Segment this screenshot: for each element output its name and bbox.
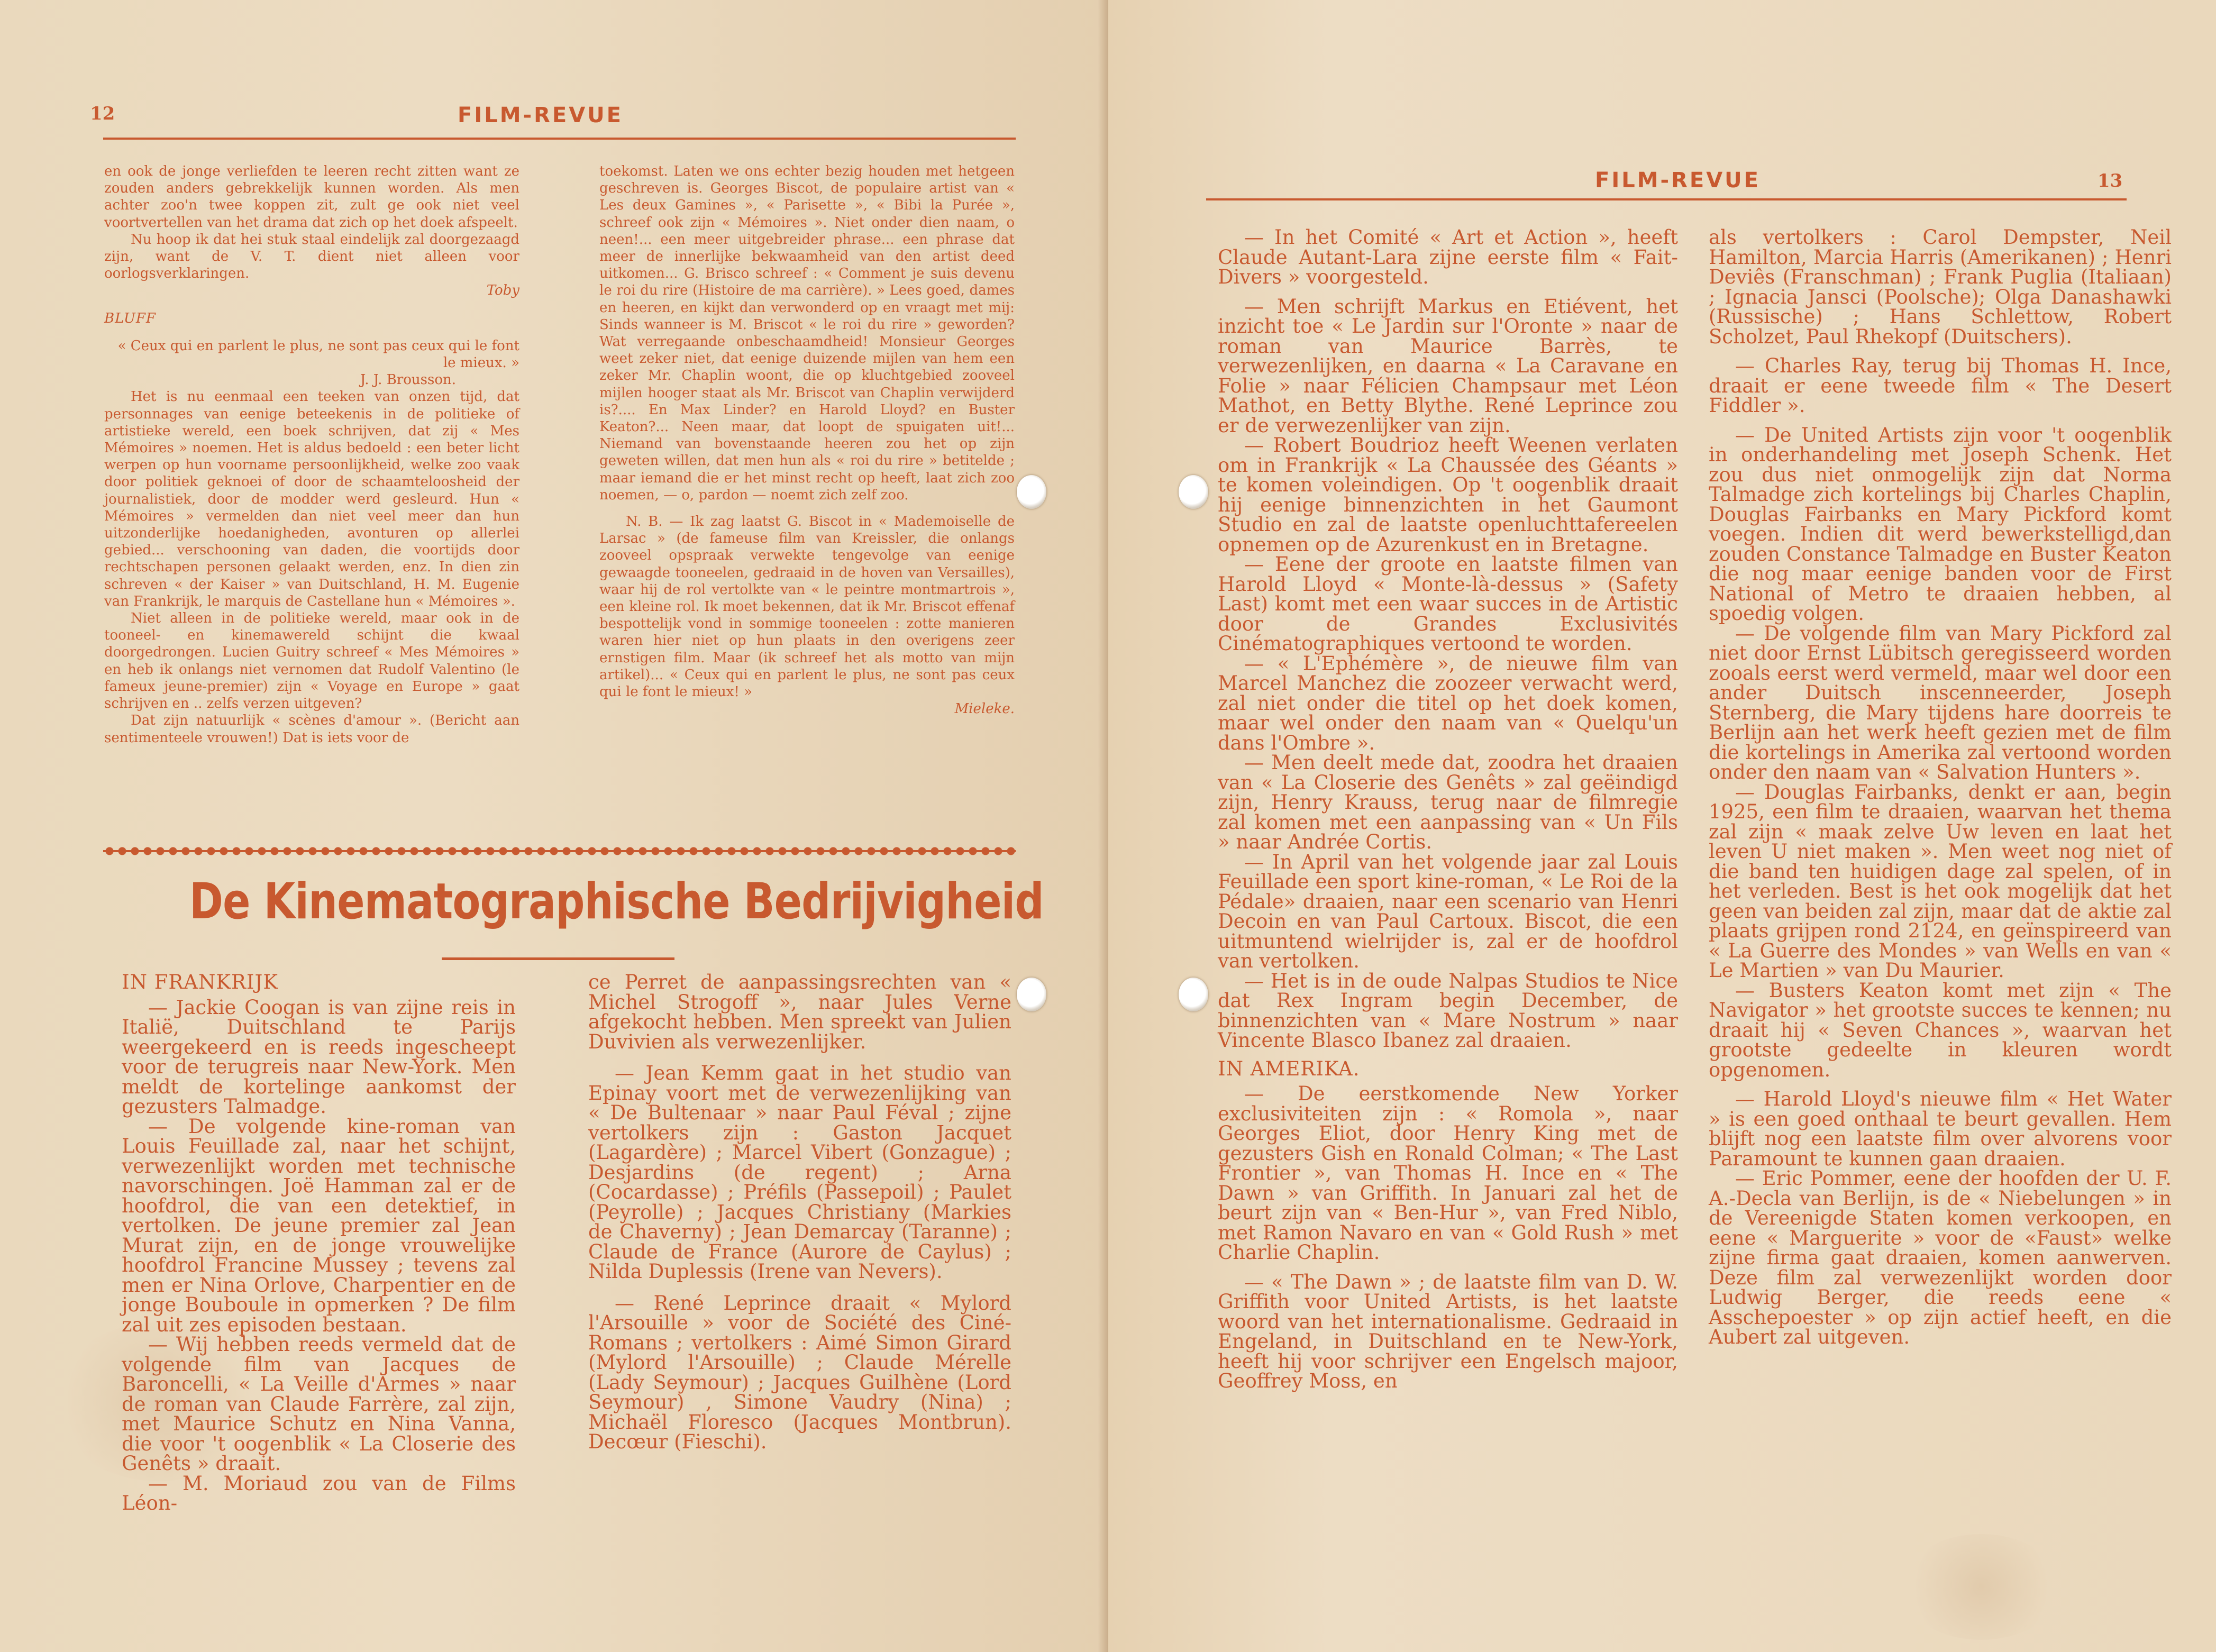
paragraph: Nu hoop ik dat hei stuk staal eindelijk zal doorgezaagd zijn, want de V. T. dient niet alleen voor oorlogsverklaringen. bbox=[104, 231, 519, 282]
paragraph: — Charles Ray, terug bij Thomas H. Ince, draait er eene tweede film « The Desert Fiddler ». bbox=[1709, 354, 2172, 417]
news-column-2 bbox=[1709, 227, 2172, 1582]
ornamental-divider bbox=[103, 845, 1016, 857]
epigraph-author: J. J. Brousson. bbox=[360, 372, 456, 388]
paragraph: — M. Moriaud zou van de Films Léon- bbox=[122, 1472, 516, 1514]
paragraph: — De volgende kine-roman van Louis Feuillade zal, naar het schijnt, verwezenlijkt worden met technische navorschingen. Joë Hamman zal er de hoofdrol, die van een detektief, in vertolken. De jeune premier zal Jean Murat zijn, en de jonge vrouwelijke hoofdrol Francine Mussey ; tevens zal men er Nina Orlove, Charpentier en de jonge Bouboule in opmerken ? De film zal uit zes episoden bestaan. bbox=[122, 1115, 516, 1336]
paper-stain bbox=[53, 1322, 265, 1481]
section-title: IN FRANKRIJK bbox=[122, 971, 278, 993]
paper-stain bbox=[1902, 1534, 2060, 1640]
signature: Mieleke. bbox=[954, 701, 1015, 717]
bluff-column-2 bbox=[599, 163, 1015, 824]
right-page bbox=[1108, 0, 2216, 1652]
page-number: 12 bbox=[90, 103, 115, 124]
paragraph: — Jean Kemm gaat in het studio van Epinay voort met de verwezenlijking van « De Bultenaar » naar Paul Féval ; zijne vertolkers zijn : Gaston Jacquet (Lagardère) ; Marcel Vibert (Gonzague) ; Desjardins (de regent) ; Arna (Cocardasse) ; Préfils (Passepoil) ; Paulet (Peyrolle) ; Jacques Christiany (Markies de Chaverny) ; Jean Demarcay (Taranne) ; Claude de France (Aurore de Caylus) ; Nilda Duplessis (Irene van Nevers). bbox=[588, 1062, 1011, 1283]
article-headline: De Kinematographische Bedrijvigheid bbox=[189, 873, 1044, 930]
paragraph: — « L'Ephémère », de nieuwe film van Marcel Manchez die zoozeer verwacht werd, zal niet onder die titel op het doek komen, maar wel onder den naam van « Quelqu'un dans l'Ombre ». bbox=[1218, 652, 1678, 754]
paragraph: Dat zijn natuurlijk « scènes d'amour ». (Bericht aan sentimenteele vrouwen!) Dat is iets voor de bbox=[104, 713, 519, 746]
paragraph: — Men schrijft Markus en Etiévent, het inzicht toe « Le Jardin sur l'Oronte » naar de roman van Maurice Barrès, te verwezenlijken, en daarna « La Caravane en Folie » naar Félicien Champsaur met Léon Mathot, en Betty Blythe. René Leprince zou er de verwezenlijker van zijn. bbox=[1218, 295, 1678, 437]
header-rule bbox=[103, 138, 1016, 140]
paragraph: — « The Dawn » ; de laatste film van D. W. Griffith voor United Artists, is het laatste woord van het internationalisme. Gedraaid in Engeland, in Duitschland en te New-York, heeft hij voor schrijver een Engelsch majoor, Geoffrey Moss, en bbox=[1218, 1270, 1678, 1392]
paragraph: toekomst. Laten we ons echter bezig houden met hetgeen geschreven is. Georges Biscot, de populaire artist van « Les deux Gamines », « Parisette », « Bibi la Purée », schreef ook zijn « Mémoires ». Niet onder dien naam, o neen!... een meer uitgebreider phrase... een phrase dat meer de innerlijke bekwaamheid van den artist deed uitkomen... G. Brisco schreef : « Comment je suis devenu le roi du rire (Histoire de ma carrière). » Lees goed, dames en heeren, en kijkt dan verwonderd op en vraagt met mij: Sinds wanneer is M. Briscot « le roi du rire » geworden? Wat verregaande onbeschaamdheid! Monsieur Georges weet zeker niet, dat eenige duizende mijlen van hem een zeker Mr. Chaplin woont, die op kluchtgebied zooveel mijlen hooger staat als Mr. Briscot van Chaplin verwijderd is?.... En Max Linder? en Harold Lloyd? en Buster Keaton?... Neen maar, dat loopt de spuigaten uit!... Niemand van bovenstaande heeren zou het op zijn geweten willen, dat men hun als « roi du rire » betitelde ; maar iemand die er het minst recht op heeft, laat zich zoo noemen, — o, pardon — noemt zich zelf zoo. bbox=[599, 163, 1015, 503]
paragraph: — In het Comité « Art et Action », heeft Claude Autant-Lara zijne eerste film « Fait-Divers » voorgesteld. bbox=[1218, 226, 1678, 288]
paragraph: — De volgende film van Mary Pickford zal niet door Ernst Lübitsch geregisseerd worden zooals eerst werd vermeld, maar wel door een ander Duitsch inscenneerder, Joseph Sternberg, die Mary tijdens hare doorreis te Berlijn aan het werk heeft gezien met de film die kortelings in Amerika zal vertoond worden onder den naam van « Salvation Hunters ». bbox=[1709, 622, 2172, 783]
paragraph: en ook de jonge verliefden te leeren recht zitten want ze zouden anders gebrekkelijk kunnen worden. Als men achter zoo'n twee koppen zit, zult ge ook niet veel voortvertellen van het drama dat zich op het doek afspeelt. bbox=[104, 163, 519, 231]
paragraph: — De eerstkomende New Yorker exclusiviteiten zijn : « Romola », naar Georges Eliot, door Henry King met de gezusters Gish en Ronald Colman; « The Last Frontier », van Thomas H. Ince en « The Dawn » van Griffith. In Januari zal het de beurt zijn van « Ben-Hur », van Fred Niblo, met Ramon Navaro en van « Gold Rush » met Charlie Chaplin. bbox=[1218, 1082, 1678, 1264]
header-rule bbox=[1206, 198, 2127, 200]
punch-hole bbox=[1179, 978, 1208, 1011]
masthead: FILM-REVUE bbox=[458, 103, 623, 127]
paragraph: — Jackie Coogan is van zijne reis in Italië, Duitschland te Parijs weergekeerd en is reeds ingescheept voor de terugreis naar New-York. Men meldt de kortelinge aankomst der gezusters Talmadge. bbox=[122, 996, 516, 1118]
paragraph: — René Leprince draait « Mylord l'Arsouille » voor de Société des Ciné-Romans ; vertolkers : Aimé Simon Girard (Mylord l'Arsouille) ; Claude Mérelle (Lady Seymour) ; Jacques Guilhène (Lord Seymour) , Simone Vaudry (Nina) ; Michaël Floresco (Jacques Montbrun). Decœur (Fieschi). bbox=[588, 1291, 1011, 1453]
paragraph: — Eene der groote en laatste filmen van Harold Lloyd « Monte-là-dessus » (Safety Last) komt met een waar succes in de Artistic door de Grandes Exclusivités Cinématographiques vertoond te worden. bbox=[1218, 553, 1678, 655]
paragraph: — Men deelt mede dat, zoodra het draaien van « La Closerie des Genêts » zal geëindigd zijn, Henry Krauss, terug naar de filmregie zal komen met een aanpassing van « Un Fils » naar Andrée Cortis. bbox=[1218, 751, 1678, 853]
signature: Toby bbox=[486, 282, 519, 299]
paragraph: — De United Artists zijn voor 't oogenblik in onderhandeling met Joseph Schenk. Het zou dus niet onmogelijk zijn dat Norma Talmadge zich kortelings bij Charles Chaplin, Douglas Fairbanks en Mary Pickford komt voegen. Indien dit werd bewerkstelligd,dan zouden Constance Talmadge en Buster Keaton die nog maar eenige banden voor de First National of Metro te draaien hebben, al spoedig volgen. bbox=[1709, 423, 2172, 625]
paragraph: — Harold Lloyd's nieuwe film « Het Water » is een goed onthaal te beurt gevallen. Hem blijft nog een laatste film over alvorens voor Paramount te kunnen gaan draaien. bbox=[1709, 1088, 2172, 1170]
paragraph: Niet alleen in de politieke wereld, maar ook in de tooneel- en kinemawereld schijnt die kwaal doorgedrongen. Lucien Guitry schreef « Mes Mémoires » en heb ik onlangs niet vernomen dat Rudolf Valentino (le fameux jeune-premier) zijn « Voyage en Europe » gaat schrijven en .. zelfs verzen uitgeven? bbox=[104, 610, 519, 712]
paragraph: — Wij hebben reeds vermeld dat de volgende film van Jacques de Baroncelli, « La Veille d'Armes » naar de roman van Claude Farrère, zal zijn, met Maurice Schutz en Nina Vanna, die voor 't oogenblik « La Closerie des Genêts » draait. bbox=[122, 1333, 516, 1475]
punch-hole bbox=[1017, 978, 1046, 1011]
paragraph: N. B. — Ik zag laatst G. Biscot in « Mademoiselle de Larsac » (de fameuse film van Kreissler, die onlangs zooveel opspraak verwekte tengevolge van eenige gewaagde tooneelen, gedraaid in de hoven van Versailles), waar hij de rol vertolkte van « le peintre montmartrois », een kleine rol. Ik moet bekennen, dat ik Mr. Briscot effenaf bespottelijk vond in sommige tooneelen : zotte manieren waren hier niet op hun plaats in den overigens zeer ernstigen film. Maar (ik schreef het als motto van mijn artikel)... « Ceux qui en parlent le plus, ne sont pas ceux qui le font le mieux! » bbox=[599, 514, 1015, 700]
paragraph: — Eric Pommer, eene der hoofden der U. F. A.-Decla van Berlijn, is de « Niebelungen » in de Vereenigde Staten komen verkoopen, en eene « Marguerite » voor de «Faust» welke zijne firma gaat draaien, komen aanwerven. Deze film zal verwezenlijkt worden door Ludwig Berger, die reeds eene « Asschepoester » op zijn actief heeft, en die Aubert zal uitgeven. bbox=[1709, 1167, 2172, 1348]
paragraph: als vertolkers : Carol Dempster, Neil Hamilton, Marcia Harris (Amerikanen) ; Henri Deviês (Franschman) ; Frank Puglia (Italiaan) ; Ignacia Jansci (Poolsche); Olga Danashawki (Russische) ; Hans Schlettow, Robert Scholzet, Paul Rhekopf (Duitschers). bbox=[1709, 226, 2172, 348]
article-column-2 bbox=[588, 972, 1011, 1522]
punch-hole bbox=[1017, 475, 1046, 509]
paragraph: — Het is in de oude Nalpas Studios te Nice dat Rex Ingram begin December, de binnenzichten van « Mare Nostrum » naar Vincente Blasco Ibanez zal draaien. bbox=[1218, 969, 1678, 1052]
section-title: IN AMERIKA. bbox=[1218, 1057, 1360, 1080]
paragraph: — Douglas Fairbanks, denkt er aan, begin 1925, een film te draaien, waarvan het thema zal zijn « maak zelve Uw leven en laat het leven U niet maken ». Men weet nog niet of die band ten huidigen dage zal spelen, of in het verleden. Best is het ook mogelijk dat het geen van beiden zal zijn, maar dat de aktie zal plaats grijpen rond 2124, en geïnspireerd van « La Guerre des Mondes » van Wells en van « Le Martien » van Du Maurier. bbox=[1709, 780, 2172, 982]
headline-rule bbox=[442, 957, 674, 960]
news-column-1 bbox=[1218, 227, 1678, 1582]
paragraph: — Busters Keaton komt met zijn « The Navigator » het grootste succes te kennen; nu draait hij « Seven Chances », waarvan het grootste gedeelte in kleuren wordt opgenomen. bbox=[1709, 979, 2172, 1081]
masthead: FILM-REVUE bbox=[1595, 168, 1761, 193]
bluff-column-1 bbox=[104, 163, 519, 824]
page-number: 13 bbox=[2098, 170, 2123, 191]
paragraph: ce Perret de aanpassingsrechten van « Michel Strogoff », naar Jules Verne afgekocht hebben. Men spreekt van Julien Duvivien als verwezenlijker. bbox=[588, 971, 1011, 1053]
paragraph: — Robert Boudrioz heeft Weenen verlaten om in Frankrijk « La Chaussée des Géants » te komen voleindigen. Op 't oogenblik draait hij eenige binnenzichten in het Gaumont Studio en zal de laatste openluchttafereelen opnemen op de Azurenkust en in Bretagne. bbox=[1218, 434, 1678, 556]
punch-hole bbox=[1179, 475, 1208, 509]
epigraph-quote: « Ceux qui en parlent le plus, ne sont pas ceux qui le font le mieux. » bbox=[117, 337, 519, 371]
paragraph: — In April van het volgende jaar zal Louis Feuillade een sport kine-roman, « Le Roi de la Pédale» draaien, naar een scenario van Henri Decoin en van Paul Cartoux. Biscot, die een uitmuntend wielrijder is, zal er de hoofdrol van vertolken. bbox=[1218, 850, 1678, 972]
section-title: BLUFF bbox=[104, 310, 156, 326]
paragraph: Het is nu eenmaal een teeken van onzen tijd, dat personnages van eenige beteekenis in de politieke of artistieke wereld, een boek schrijven, dat zij « Mes Mémoires » noemen. Het is aldus bedoeld : een beter licht werpen op hun voorname persoonlijkheid, welke zoo vaak door politiek geknoei of door de schaamteloosheid der journalistiek, door de modder werd gesleurd. Hun « Mémoires » vermelden dan niet veel meer dan hun uitzonderlijke hoedanigheden, avonturen op allerlei gebied... verschooning van daden, die voortijds door rechtschapen personen gelaakt werden, enz. In dien zin schreven « der Kaiser » van Duitschland, H. M. Eugenie van Frankrijk, le marquis de Castellane hun « Mémoires ». bbox=[104, 389, 519, 609]
